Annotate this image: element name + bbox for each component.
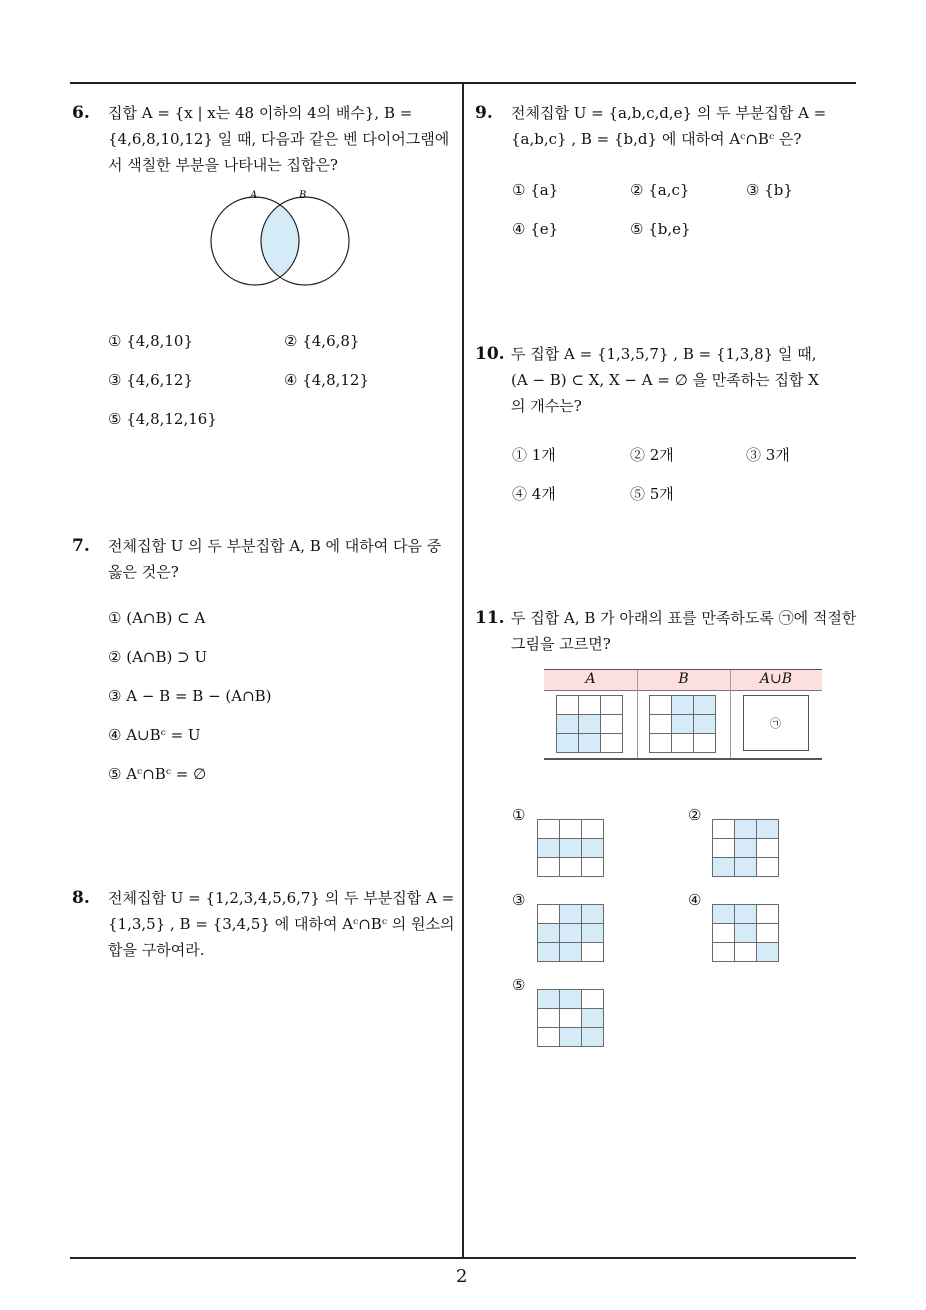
choice-1[interactable]: ① {a}: [512, 181, 559, 199]
grid-cell: [556, 714, 579, 734]
question-text: 전체집합 U = {1,2,3,4,5,6,7} 의 두 부분집합 A = {1,3,5} , B = {3,4,5} 에 대하여 Aᶜ∩Bᶜ 의 원소의 합을 구하여라.: [108, 889, 455, 959]
question-text: 두 집합 A = {1,3,5,7} , B = {1,3,8} 일 때, (A − B) ⊂ X, X − A = ∅ 을 만족하는 집합 X 의 개수는?: [511, 345, 819, 415]
choice-4[interactable]: ④ {e}: [512, 220, 559, 238]
grid-cell: [693, 695, 716, 715]
grid-cell: [537, 1008, 560, 1028]
venn-label-b: B: [299, 190, 307, 201]
venn-label-a: A: [250, 190, 258, 201]
question-11: [475, 605, 859, 657]
grid-cell: [712, 923, 735, 943]
grid-cell: [734, 838, 757, 858]
choice-3-grid[interactable]: [537, 904, 604, 962]
choice-2[interactable]: ② 2개: [630, 446, 674, 464]
grid-cell: [734, 857, 757, 877]
question-number: 11.: [475, 608, 505, 628]
grid-cell: [537, 942, 560, 962]
grid-cell: [671, 733, 694, 753]
grid-cell: [734, 904, 757, 924]
q11-table: [544, 669, 822, 760]
question-text: 집합 A = {x | x는 48 이하의 4의 배수}, B = {4,6,8,10,12} 일 때, 다음과 같은 벤 다이어그램에 서 색칠한 부분을 나타내는 집합은?: [108, 104, 450, 174]
grid-cell: [671, 714, 694, 734]
choice-3[interactable]: ③ {b}: [746, 181, 793, 199]
grid-cell: [734, 819, 757, 839]
table-col-divider-1: [637, 670, 638, 758]
grid-cell: [559, 838, 582, 858]
table-bottom-border: [544, 758, 822, 760]
choice-1-label[interactable]: ①: [512, 806, 526, 824]
grid-cell: [559, 1027, 582, 1047]
choice-5[interactable]: ⑤ {4,8,12,16}: [108, 410, 217, 428]
question-number: 6.: [72, 103, 90, 123]
choice-2[interactable]: ② (A∩B) ⊃ U: [108, 648, 208, 666]
grid-cell: [578, 695, 601, 715]
grid-cell: [581, 857, 604, 877]
question-9: [475, 100, 859, 152]
table-header-a: A: [585, 671, 596, 687]
grid-cell: [693, 733, 716, 753]
grid-cell: [712, 857, 735, 877]
grid-a: [556, 695, 623, 753]
grid-cell: [649, 695, 672, 715]
grid-cell: [556, 695, 579, 715]
grid-cell: [559, 942, 582, 962]
grid-cell: [712, 942, 735, 962]
table-header-union: A∪B: [759, 671, 793, 687]
question-number: 8.: [72, 888, 90, 908]
grid-cell: [581, 1027, 604, 1047]
grid-cell: [600, 695, 623, 715]
table-header-b: B: [678, 671, 689, 687]
grid-cell: [578, 733, 601, 753]
grid-cell: [581, 838, 604, 858]
question-8: [72, 885, 456, 963]
question-6: [72, 100, 456, 178]
placeholder-symbol: ㉠: [770, 717, 781, 730]
question-7: [72, 533, 456, 585]
grid-cell: [712, 838, 735, 858]
grid-cell: [559, 1008, 582, 1028]
grid-cell: [556, 733, 579, 753]
grid-cell: [537, 989, 560, 1009]
table-col-divider-2: [730, 670, 731, 758]
grid-cell: [734, 942, 757, 962]
grid-cell: [734, 923, 757, 943]
venn-diagram: [205, 186, 355, 290]
choice-3[interactable]: ③ {4,6,12}: [108, 371, 194, 389]
grid-cell: [537, 923, 560, 943]
question-number: 10.: [475, 344, 505, 364]
grid-cell: [649, 714, 672, 734]
choice-2-grid[interactable]: [712, 819, 779, 877]
choice-1[interactable]: ① 1개: [512, 446, 556, 464]
grid-cell: [712, 819, 735, 839]
grid-cell: [649, 733, 672, 753]
question-number: 7.: [72, 536, 90, 556]
grid-cell: [581, 989, 604, 1009]
grid-cell: [756, 942, 779, 962]
grid-cell: [581, 904, 604, 924]
grid-cell: [756, 904, 779, 924]
choice-2[interactable]: ② {4,6,8}: [284, 332, 360, 350]
choice-5[interactable]: ⑤ {b,e}: [630, 220, 691, 238]
grid-cell: [671, 695, 694, 715]
grid-cell: [578, 714, 601, 734]
choice-4[interactable]: ④ A∪Bᶜ = U: [108, 726, 201, 744]
grid-cell: [559, 989, 582, 1009]
grid-cell: [581, 819, 604, 839]
choice-1[interactable]: ① (A∩B) ⊂ A: [108, 609, 206, 627]
choice-5[interactable]: ⑤ 5개: [630, 485, 674, 503]
question-text: 두 집합 A, B 가 아래의 표를 만족하도록 ㉠에 적절한 그림을 고르면?: [511, 609, 857, 653]
grid-cell: [756, 838, 779, 858]
choice-2[interactable]: ② {a,c}: [630, 181, 690, 199]
column-divider: [462, 82, 464, 1258]
question-text: 전체집합 U = {a,b,c,d,e} 의 두 부분집합 A = {a,b,c} , B = {b,d} 에 대하여 Aᶜ∩Bᶜ 은?: [511, 104, 827, 148]
grid-cell: [712, 904, 735, 924]
grid-cell: [756, 857, 779, 877]
choice-2-label[interactable]: ②: [688, 806, 702, 824]
grid-cell: [581, 942, 604, 962]
choice-1[interactable]: ① {4,8,10}: [108, 332, 194, 350]
grid-cell: [756, 819, 779, 839]
grid-cell: [559, 857, 582, 877]
choice-5[interactable]: ⑤ Aᶜ∩Bᶜ = ∅: [108, 765, 207, 783]
grid-cell: [581, 923, 604, 943]
placeholder-box: [743, 695, 809, 751]
grid-cell: [581, 1008, 604, 1028]
choice-3-label[interactable]: ③: [512, 891, 526, 909]
grid-cell: [693, 714, 716, 734]
question-10: [475, 341, 859, 419]
grid-cell: [559, 923, 582, 943]
grid-cell: [537, 857, 560, 877]
choice-3[interactable]: ③ A − B = B − (A∩B): [108, 687, 272, 705]
grid-cell: [559, 819, 582, 839]
choice-4[interactable]: ④ {4,8,12}: [284, 371, 370, 389]
grid-cell: [559, 904, 582, 924]
grid-cell: [756, 923, 779, 943]
grid-cell: [537, 838, 560, 858]
choice-4-grid[interactable]: [712, 904, 779, 962]
grid-cell: [600, 733, 623, 753]
choice-1-grid[interactable]: [537, 819, 604, 877]
question-number: 9.: [475, 103, 493, 123]
choice-5-grid[interactable]: [537, 989, 604, 1047]
choice-4-label[interactable]: ④: [688, 891, 702, 909]
question-text: 전체집합 U 의 두 부분집합 A, B 에 대하여 다음 중 옳은 것은?: [108, 537, 442, 581]
grid-cell: [537, 904, 560, 924]
grid-cell: [537, 1027, 560, 1047]
choice-3[interactable]: ③ 3개: [746, 446, 790, 464]
grid-cell: [600, 714, 623, 734]
choice-4[interactable]: ④ 4개: [512, 485, 556, 503]
choice-5-label[interactable]: ⑤: [512, 976, 526, 994]
grid-cell: [537, 819, 560, 839]
page-number: 2: [456, 1266, 468, 1287]
grid-b: [649, 695, 716, 753]
